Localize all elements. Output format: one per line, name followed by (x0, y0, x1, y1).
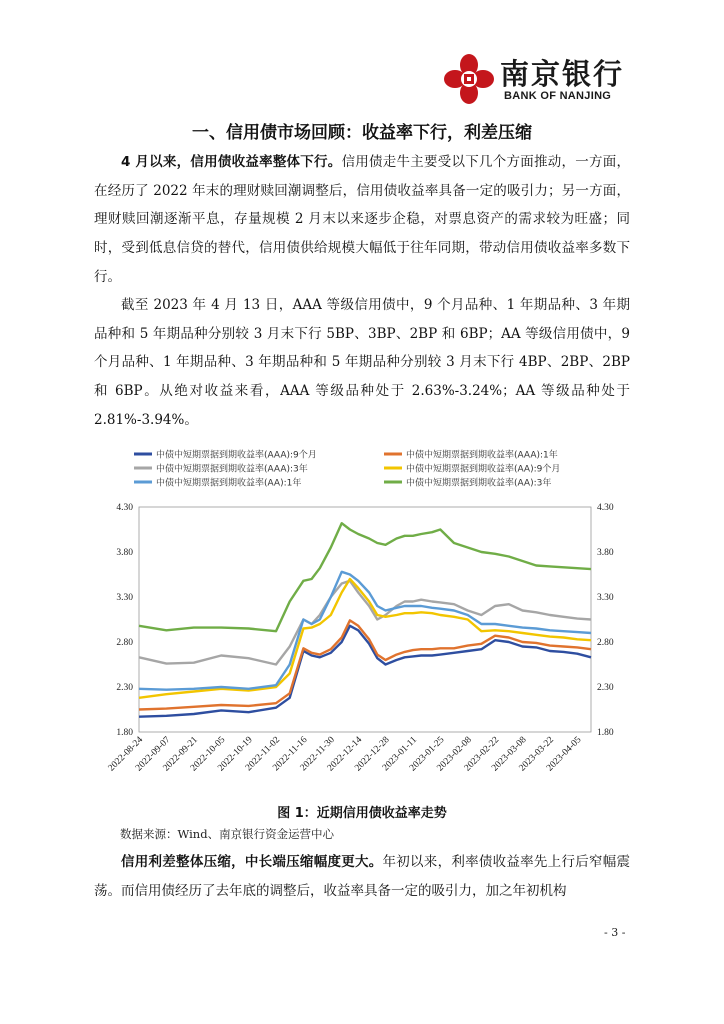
series-line-5 (139, 572, 591, 690)
logo-name-en: BANK OF NANJING (504, 90, 612, 102)
series-line-3 (139, 581, 591, 665)
section-title: 一、信用债市场回顾：收益率下行，利差压缩 (192, 123, 532, 143)
chart-frame (139, 507, 591, 732)
paragraph-2 (94, 291, 630, 435)
figure-caption: 图 1：近期信用债收益率走势 (277, 806, 447, 821)
x-tick-label: 2022-11-16 (271, 735, 310, 774)
figure-source: 数据来源：Wind、南京银行资金运营中心 (120, 827, 335, 841)
paragraph-2-body: 截至 2023 年 4 月 13 日，AAA 等级信用债中，9 个月品种、1 年期品种、3 年期品种和 5 年期品种分别较 3 月末下行 5BP、3BP、2BP 和 6BP；AA 等级信用债中，9 个月品种、1 年期品种、3 年期品种和 5 年期品种分别较 3 月末下行 4BP、2BP、2BP 和 6BP。从绝对收益来看，AAA 等级品种处于 2.63%-3.24%；AA 等级品种处于 2.81%-3.94%。 (94, 297, 630, 428)
y-tick-label-left: 2.80 (116, 638, 133, 648)
x-tick-label: 2022-10-19 (216, 735, 255, 774)
x-tick-label: 2023-03-08 (490, 735, 529, 774)
y-tick-label-left: 3.80 (116, 548, 133, 558)
x-tick-label: 2022-10-05 (188, 735, 228, 774)
x-tick-label: 2023-01-11 (380, 735, 420, 774)
x-axis (107, 735, 584, 774)
y-tick-label-right: 2.30 (597, 683, 614, 693)
chart-legend (134, 449, 560, 489)
paragraph-3-body: 年初以来，利率债收益率先上行后窄幅震荡。而信用债经历了去年底的调整后，收益率具备一定的吸引力，加之年初机构 (94, 854, 631, 899)
yield-trend-chart (94, 440, 634, 802)
y-tick-label-right: 3.30 (597, 593, 614, 603)
legend-label: 中债中短期票据到期收益率(AAA):9个月 (156, 450, 317, 461)
x-tick-label: 2022-08-24 (106, 735, 146, 774)
x-tick-label: 2022-11-02 (243, 735, 283, 774)
y-tick-label-left: 4.30 (116, 503, 133, 513)
y-tick-label-right: 1.80 (597, 728, 614, 738)
x-tick-label: 2022-11-30 (298, 735, 337, 774)
page-number: - 3 - (604, 926, 626, 939)
paragraph-1 (94, 148, 630, 292)
legend-label: 中债中短期票据到期收益率(AAA):3年 (156, 464, 308, 475)
legend-label: 中债中短期票据到期收益率(AA):1年 (156, 478, 302, 489)
paragraph-1-lead: 4 月以来，信用债收益率整体下行。 (121, 154, 342, 170)
paragraph-3 (94, 848, 630, 905)
y-axis-right (597, 503, 614, 738)
x-tick-label: 2023-03-22 (517, 735, 557, 774)
logo-name-cn: 南京银行 (500, 57, 625, 91)
chart-series (139, 523, 591, 717)
x-tick-label: 2022-09-21 (161, 735, 200, 774)
x-tick-label: 2022-12-14 (325, 735, 365, 774)
legend-label: 中债中短期票据到期收益率(AAA):1年 (406, 450, 558, 461)
x-tick-label: 2023-02-22 (462, 735, 502, 774)
bank-logo (442, 50, 632, 106)
legend-label: 中债中短期票据到期收益率(AA):9个月 (406, 464, 561, 475)
x-tick-label: 2023-02-08 (435, 735, 474, 774)
y-tick-label-right: 4.30 (597, 503, 614, 513)
x-tick-label: 2023-01-25 (408, 735, 447, 774)
legend-label: 中债中短期票据到期收益率(AA):3年 (406, 478, 552, 489)
y-tick-label-left: 1.80 (116, 728, 133, 738)
plot-frame (139, 507, 591, 732)
y-tick-label-left: 3.30 (116, 593, 133, 603)
paragraph-3-lead: 信用利差整体压缩，中长端压缩幅度更大。 (121, 854, 383, 870)
y-tick-label-left: 2.30 (116, 683, 133, 693)
y-tick-label-right: 2.80 (597, 638, 614, 648)
x-tick-label: 2023-04-05 (545, 735, 584, 774)
x-tick-label: 2022-12-28 (353, 735, 392, 774)
series-line-6 (139, 523, 591, 631)
x-tick-label: 2022-09-07 (134, 735, 173, 774)
y-axis-left (116, 503, 133, 738)
paragraph-1-body: 信用债走牛主要受以下几个方面推动，一方面，在经历了 2022 年末的理财赎回潮调整后，信用债收益率具备一定的吸引力；另一方面，理财赎回潮逐渐平息，存量规模 2 月末以来逐步企稳，对票息资产的需求较为旺盛；同时，受到低息信贷的替代，信用债供给规模大幅低于往年同期，带动信用债收益率多数下行。 (94, 154, 631, 285)
bank-logo-icon (442, 52, 496, 106)
y-tick-label-right: 3.80 (597, 548, 614, 558)
series-line-1 (139, 626, 591, 717)
